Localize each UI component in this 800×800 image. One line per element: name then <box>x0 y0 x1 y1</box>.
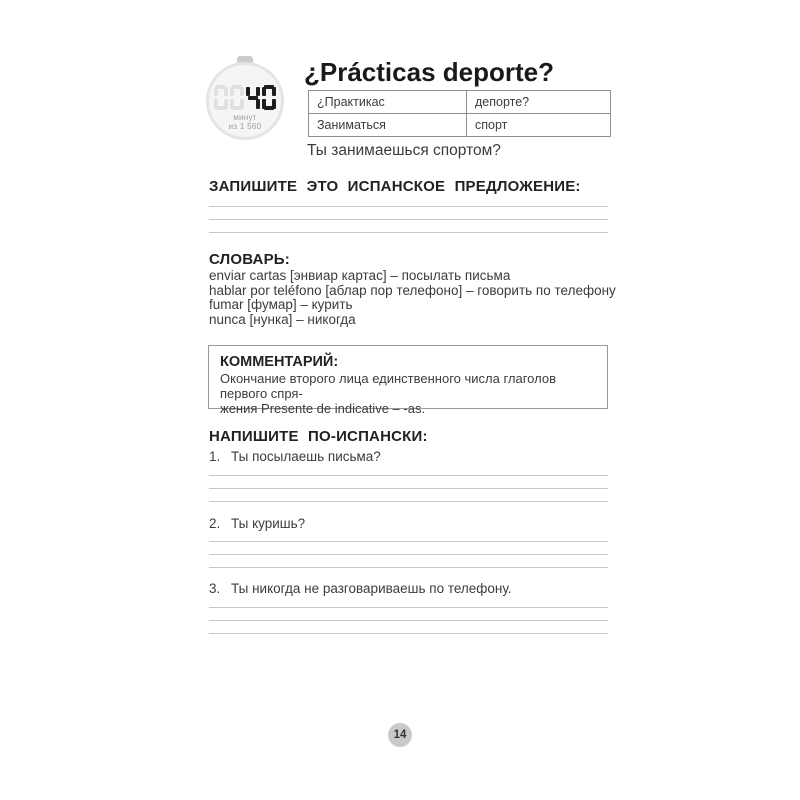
writing-line <box>209 595 608 608</box>
exercises-heading: НАПИШИТЕ ПО-ИСПАНСКИ: <box>209 428 428 445</box>
writing-line <box>209 463 608 476</box>
answer-lines-exercise-1 <box>209 463 608 502</box>
vocabulary-entry: enviar cartas [энвиар картас] – посылать письма <box>209 268 511 283</box>
table-cell-translation-1: Заниматься <box>309 114 467 137</box>
table-cell-translation-2: спорт <box>467 114 611 137</box>
write-sentence-heading: ЗАПИШИТЕ ЭТО ИСПАНСКОЕ ПРЕДЛОЖЕНИЕ: <box>209 178 581 195</box>
writing-line <box>209 207 608 220</box>
comment-text-line: жения Presente de indicative – -as. <box>220 401 426 416</box>
exercise-number: 2. <box>209 516 221 531</box>
writing-line <box>209 608 608 621</box>
writing-line <box>209 542 608 555</box>
transcription-table <box>308 90 611 137</box>
exercise-item <box>209 449 381 464</box>
writing-line <box>209 529 608 542</box>
timer-digit <box>246 85 260 110</box>
comment-box <box>208 345 608 416</box>
vocabulary-entry: nunca [нунка] – никогда <box>209 311 356 327</box>
vocabulary-entry: hablar por teléfono [аблар пор телефоно] – говорить по телефону <box>209 282 616 298</box>
answer-lines-exercise-3 <box>209 595 608 634</box>
comment-heading: КОММЕНТАРИЙ: <box>220 354 339 370</box>
answer-lines-exercise-2 <box>209 529 608 568</box>
table-row <box>309 91 611 114</box>
stopwatch-timer <box>205 56 285 148</box>
exercise-number: 3. <box>209 581 221 596</box>
writing-line <box>209 194 608 207</box>
timer-unit-label: минут <box>233 113 257 122</box>
writing-line <box>209 489 608 502</box>
timer-digit <box>230 85 244 110</box>
exercise-text: Ты посылаешь письма? <box>231 449 381 464</box>
page-number-badge: 14 <box>388 723 412 747</box>
exercise-number: 1. <box>209 449 221 464</box>
vocabulary-list <box>209 269 629 327</box>
exercise-item <box>209 581 512 596</box>
exercise-text: Ты никогда не разговариваешь по телефону. <box>231 581 512 596</box>
vocabulary-entry: fumar [фумар] – курить <box>209 297 353 313</box>
timer-total-label: из 1 560 <box>228 122 262 131</box>
lesson-title: ¿Prácticas deporte? <box>304 57 554 87</box>
timer-minutes-display <box>209 85 281 110</box>
exercise-text: Ты куришь? <box>231 516 306 531</box>
writing-line <box>209 621 608 634</box>
table-cell-spanish-word-1: ¿Практикас <box>309 91 467 114</box>
comment-text-line: Окончание второго лица единственного числа глаголов первого спря- <box>220 371 556 401</box>
vocabulary-heading: СЛОВАРЬ: <box>209 251 290 268</box>
writing-line <box>209 476 608 489</box>
sentence-translation: Ты занимаешься спортом? <box>307 142 501 159</box>
writing-line <box>209 555 608 568</box>
table-cell-spanish-word-2: депорте? <box>467 91 611 114</box>
writing-line <box>209 220 608 233</box>
timer-digit <box>262 85 276 110</box>
answer-lines-sentence <box>209 194 608 233</box>
stopwatch-face-icon <box>206 62 284 140</box>
table-row <box>309 114 611 137</box>
timer-digit <box>214 85 228 110</box>
